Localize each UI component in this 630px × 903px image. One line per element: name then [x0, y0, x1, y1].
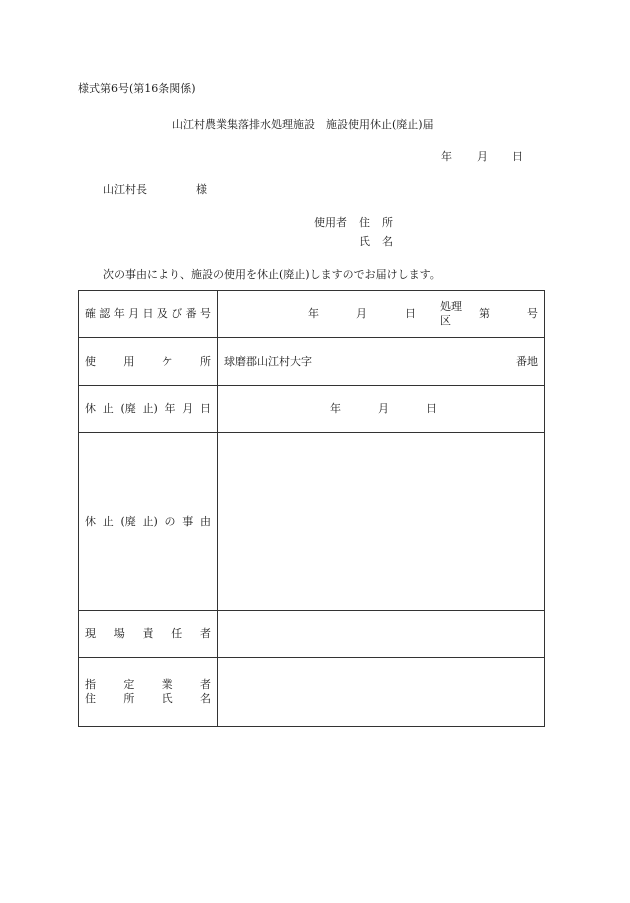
label-char: 事: [182, 514, 194, 528]
label-char: 任: [171, 627, 183, 640]
label-char: 休: [85, 402, 96, 415]
address-label-1: 住: [359, 216, 370, 229]
statement: 次の事由により、施設の使用を休止(廃止)しますのでお届けします。: [103, 268, 441, 281]
location-banchi: 番地: [516, 354, 538, 368]
label-char: 月: [128, 307, 140, 320]
addressee-name: 山江村長: [103, 183, 147, 196]
date-day: 日: [512, 150, 523, 163]
suspension-date-value[interactable]: [218, 386, 545, 433]
label-char: 号: [200, 307, 211, 320]
label-char: 止: [102, 514, 114, 528]
confirmation-month: 月: [356, 307, 367, 320]
label-char: 所: [199, 354, 211, 368]
name-label-2: 名: [382, 235, 393, 248]
address-label-2: 所: [382, 216, 393, 229]
suspension-day: 日: [426, 402, 437, 415]
location-address: 球磨郡山江村大字: [224, 354, 312, 368]
applicant-user-label: 使用者: [314, 216, 347, 229]
label-char: (廃: [120, 402, 136, 415]
label-char: 年: [113, 307, 125, 320]
label-char: 止: [102, 402, 114, 415]
label-char: 年: [164, 402, 176, 415]
label-char: (廃: [120, 514, 136, 528]
contractor-value[interactable]: [218, 658, 545, 727]
suspension-date-label: [79, 386, 218, 433]
number-prefix: 第: [479, 307, 490, 320]
label-char: 日: [200, 402, 211, 415]
confirmation-value[interactable]: [218, 291, 545, 338]
label-char: 用: [123, 354, 135, 368]
row-site-manager: [79, 611, 545, 658]
addressee-honorific: 様: [196, 183, 207, 196]
label-char: 認: [99, 307, 111, 320]
row-suspension-date: [79, 386, 545, 433]
row-contractor: [79, 658, 545, 727]
contractor-label: [79, 658, 218, 727]
label-char: ケ: [161, 354, 173, 368]
site-manager-label: [79, 611, 218, 658]
confirmation-day: 日: [405, 307, 416, 320]
label-char: 者: [199, 678, 211, 691]
label-char: 日: [142, 307, 154, 320]
notification-table: [78, 290, 545, 727]
label-char: び: [171, 307, 183, 320]
label-char: 場: [113, 627, 125, 640]
label-char: 者: [200, 627, 211, 640]
name-label-1: 氏: [359, 235, 370, 248]
label-char: 所: [123, 692, 135, 705]
row-location: [79, 338, 545, 386]
label-char: 止): [142, 402, 158, 415]
label-char: 定: [123, 678, 135, 691]
form-title: 山江村農業集落排水処理施設 施設使用休止(廃止)届: [172, 118, 434, 131]
date-year: 年: [441, 150, 452, 163]
district-label: 処理区: [440, 300, 462, 327]
location-label: [79, 338, 218, 386]
label-char: 確: [85, 307, 96, 320]
label-char: 由: [200, 514, 211, 528]
label-char: の: [164, 514, 176, 528]
label-char: 及: [156, 307, 168, 320]
date-month: 月: [477, 150, 488, 163]
number-suffix: 号: [527, 307, 538, 320]
reason-label: [79, 433, 218, 611]
label-char: 止): [142, 514, 158, 528]
reason-value[interactable]: [218, 433, 545, 611]
label-char: 月: [182, 402, 194, 415]
label-char: 業: [161, 678, 173, 691]
label-char: 番: [185, 307, 197, 320]
label-char: 名: [199, 692, 211, 705]
label-char: 使: [85, 354, 96, 368]
confirmation-year: 年: [308, 307, 319, 320]
form-number: 様式第6号(第16条関係): [78, 82, 196, 95]
label-char: 住: [85, 692, 96, 705]
site-manager-value[interactable]: [218, 611, 545, 658]
confirmation-label: [79, 291, 218, 338]
row-confirmation: [79, 291, 545, 338]
label-char: 責: [142, 627, 154, 640]
label-char: 指: [85, 678, 96, 691]
suspension-month: 月: [378, 402, 389, 415]
label-char: 現: [85, 627, 96, 640]
suspension-year: 年: [330, 402, 341, 415]
label-char: 休: [85, 514, 96, 528]
row-reason: [79, 433, 545, 611]
location-value[interactable]: [218, 338, 545, 386]
label-char: 氏: [161, 692, 173, 705]
